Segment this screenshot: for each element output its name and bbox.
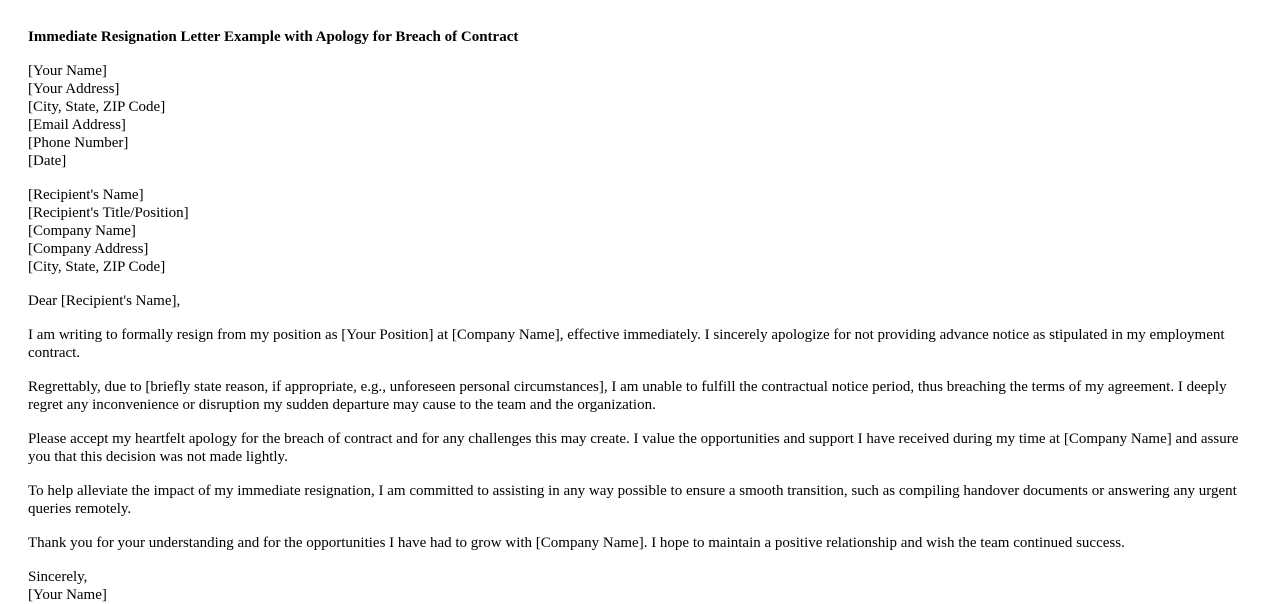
- body-paragraph: Please accept my heartfelt apology for the breach of contract and for any challenges this may create. I value the opportunities and support I have received during my time at [Company Name] and assure you that this decision was not made lightly.: [28, 431, 1239, 465]
- recipient-title: [Recipient's Title/Position]: [28, 205, 189, 221]
- body-paragraph: I am writing to formally resign from my position as [Your Position] at [Company Name], effective immediately. I sincerely apologize for not providing advance notice as stipulated in my employment contract.: [28, 327, 1225, 361]
- salutation: Dear [Recipient's Name],: [28, 293, 181, 309]
- letter-date: [Date]: [28, 153, 67, 169]
- recipient-name: [Recipient's Name]: [28, 187, 144, 203]
- closing-block: [28, 568, 1256, 604]
- body-paragraph: Regrettably, due to [briefly state reason, if appropriate, e.g., unforeseen personal circumstances], I am unable to fulfill the contractual notice period, thus breaching the terms of my agreement. I deeply regret any inconvenience or disruption my sudden departure may cause to the team and the organization.: [28, 379, 1227, 413]
- sender-address-block: [28, 62, 1256, 170]
- sender-email: [Email Address]: [28, 117, 126, 133]
- recipient-company: [Company Name]: [28, 223, 136, 239]
- letter-title: Immediate Resignation Letter Example with Apology for Breach of Contract: [28, 29, 519, 45]
- signature: [Your Name]: [28, 587, 107, 603]
- sender-address: [Your Address]: [28, 81, 120, 97]
- recipient-city-state-zip: [City, State, ZIP Code]: [28, 259, 166, 275]
- body-paragraph: To help alleviate the impact of my immediate resignation, I am committed to assisting in any way possible to ensure a smooth transition, such as compiling handover documents or answering any urgent queries remotely.: [28, 483, 1237, 517]
- sender-phone: [Phone Number]: [28, 135, 129, 151]
- sender-city-state-zip: [City, State, ZIP Code]: [28, 99, 166, 115]
- recipient-company-address: [Company Address]: [28, 241, 149, 257]
- body-paragraph: Thank you for your understanding and for the opportunities I have had to grow with [Company Name]. I hope to maintain a positive relationship and wish the team continued success.: [28, 535, 1125, 551]
- sender-name: [Your Name]: [28, 63, 107, 79]
- closing: Sincerely,: [28, 569, 88, 585]
- recipient-address-block: [28, 186, 1256, 276]
